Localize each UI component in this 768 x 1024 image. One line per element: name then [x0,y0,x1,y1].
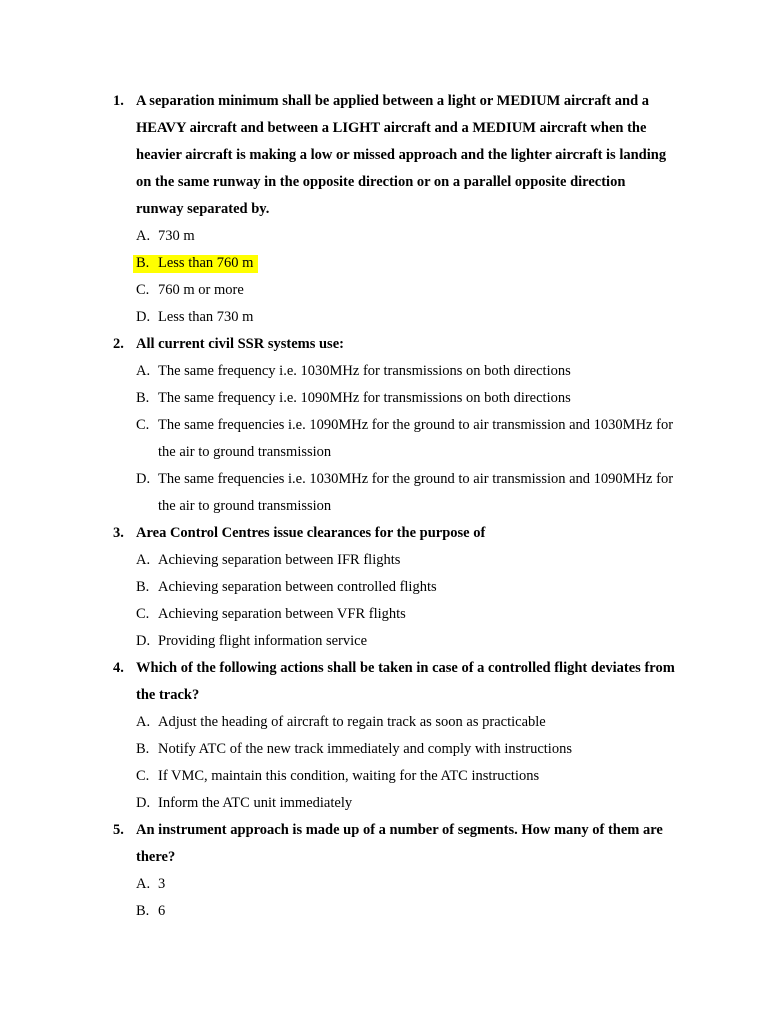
option-a [0,358,768,385]
question-text: All current civil SSR systems use: [136,336,344,352]
option-d [0,304,768,331]
option-d [0,790,768,817]
question-number: 5. [113,822,124,838]
option-letter: D. [136,633,151,649]
option-text: Providing flight information service [158,633,368,649]
option-list [0,709,768,817]
option-text: The same frequency i.e. 1090MHz for transmissions on both directions [158,390,571,406]
question-text: Which of the following actions shall be taken in case of a controlled flight deviates from the track? [136,660,675,703]
option-text: 3 [158,876,166,892]
question-number: 1. [113,93,124,109]
option-b-highlighted [0,250,768,277]
option-a [0,223,768,250]
question-1 [0,88,768,331]
option-b [0,898,768,925]
option-b [0,736,768,763]
option-letter: B. [136,903,150,919]
question-number: 3. [113,525,124,541]
option-c [0,601,768,628]
option-text: Less than 730 m [158,309,254,325]
option-text: The same frequencies i.e. 1090MHz for the ground to air transmission and 1030MHz for the air to ground transmission [158,417,674,460]
option-text: 730 m [158,228,195,244]
option-letter: B. [136,579,150,595]
question-number: 2. [113,336,124,352]
option-text: Achieving separation between IFR flights [158,552,401,568]
option-letter: A. [136,228,151,244]
option-letter: C. [136,606,150,622]
option-text: If VMC, maintain this condition, waiting for the ATC instructions [158,768,540,784]
option-c [0,412,768,466]
option-list [0,223,768,331]
option-letter: A. [136,714,151,730]
option-a [0,547,768,574]
option-text: Notify ATC of the new track immediately and comply with instructions [158,741,572,757]
question-list [0,88,768,925]
question-2 [0,331,768,520]
option-list [0,547,768,655]
option-letter: D. [136,795,151,811]
option-text: Achieving separation between controlled flights [158,579,437,595]
option-d [0,466,768,520]
option-letter: A. [136,552,151,568]
option-a [0,871,768,898]
option-text: The same frequencies i.e. 1030MHz for the ground to air transmission and 1090MHz for the air to ground transmission [158,471,674,514]
option-letter: B. [136,390,150,406]
option-b [0,385,768,412]
option-letter: C. [136,417,150,433]
option-text: 6 [158,903,166,919]
option-text: The same frequency i.e. 1030MHz for transmissions on both directions [158,363,571,379]
option-text: Adjust the heading of aircraft to regain track as soon as practicable [158,714,546,730]
option-letter: D. [136,309,151,325]
question-text: Area Control Centres issue clearances for the purpose of [136,525,486,541]
option-letter: B. [136,741,150,757]
option-letter: B. [136,255,150,271]
option-letter: C. [136,282,150,298]
option-letter: A. [136,876,151,892]
question-text: An instrument approach is made up of a number of segments. How many of them are there? [136,822,663,865]
option-list [0,358,768,520]
question-5 [0,817,768,925]
option-a [0,709,768,736]
option-letter: D. [136,471,151,487]
option-letter: A. [136,363,151,379]
question-number: 4. [113,660,124,676]
option-b [0,574,768,601]
option-text: 760 m or more [158,282,244,298]
question-3 [0,520,768,655]
option-d [0,628,768,655]
option-list [0,871,768,925]
question-4 [0,655,768,817]
question-text: A separation minimum shall be applied between a light or MEDIUM aircraft and a HEAVY aircraft and between a LIGHT aircraft and a MEDIUM aircraft when the heavier aircraft is making a low or missed approach and the lighter aircraft is landing on the same runway in the opposite direction or on a parallel opposite direction runway separated by. [136,93,667,217]
option-text: Less than 760 m [158,255,254,271]
option-letter: C. [136,768,150,784]
option-c [0,277,768,304]
option-c [0,763,768,790]
option-text: Inform the ATC unit immediately [158,795,353,811]
option-text: Achieving separation between VFR flights [158,606,406,622]
